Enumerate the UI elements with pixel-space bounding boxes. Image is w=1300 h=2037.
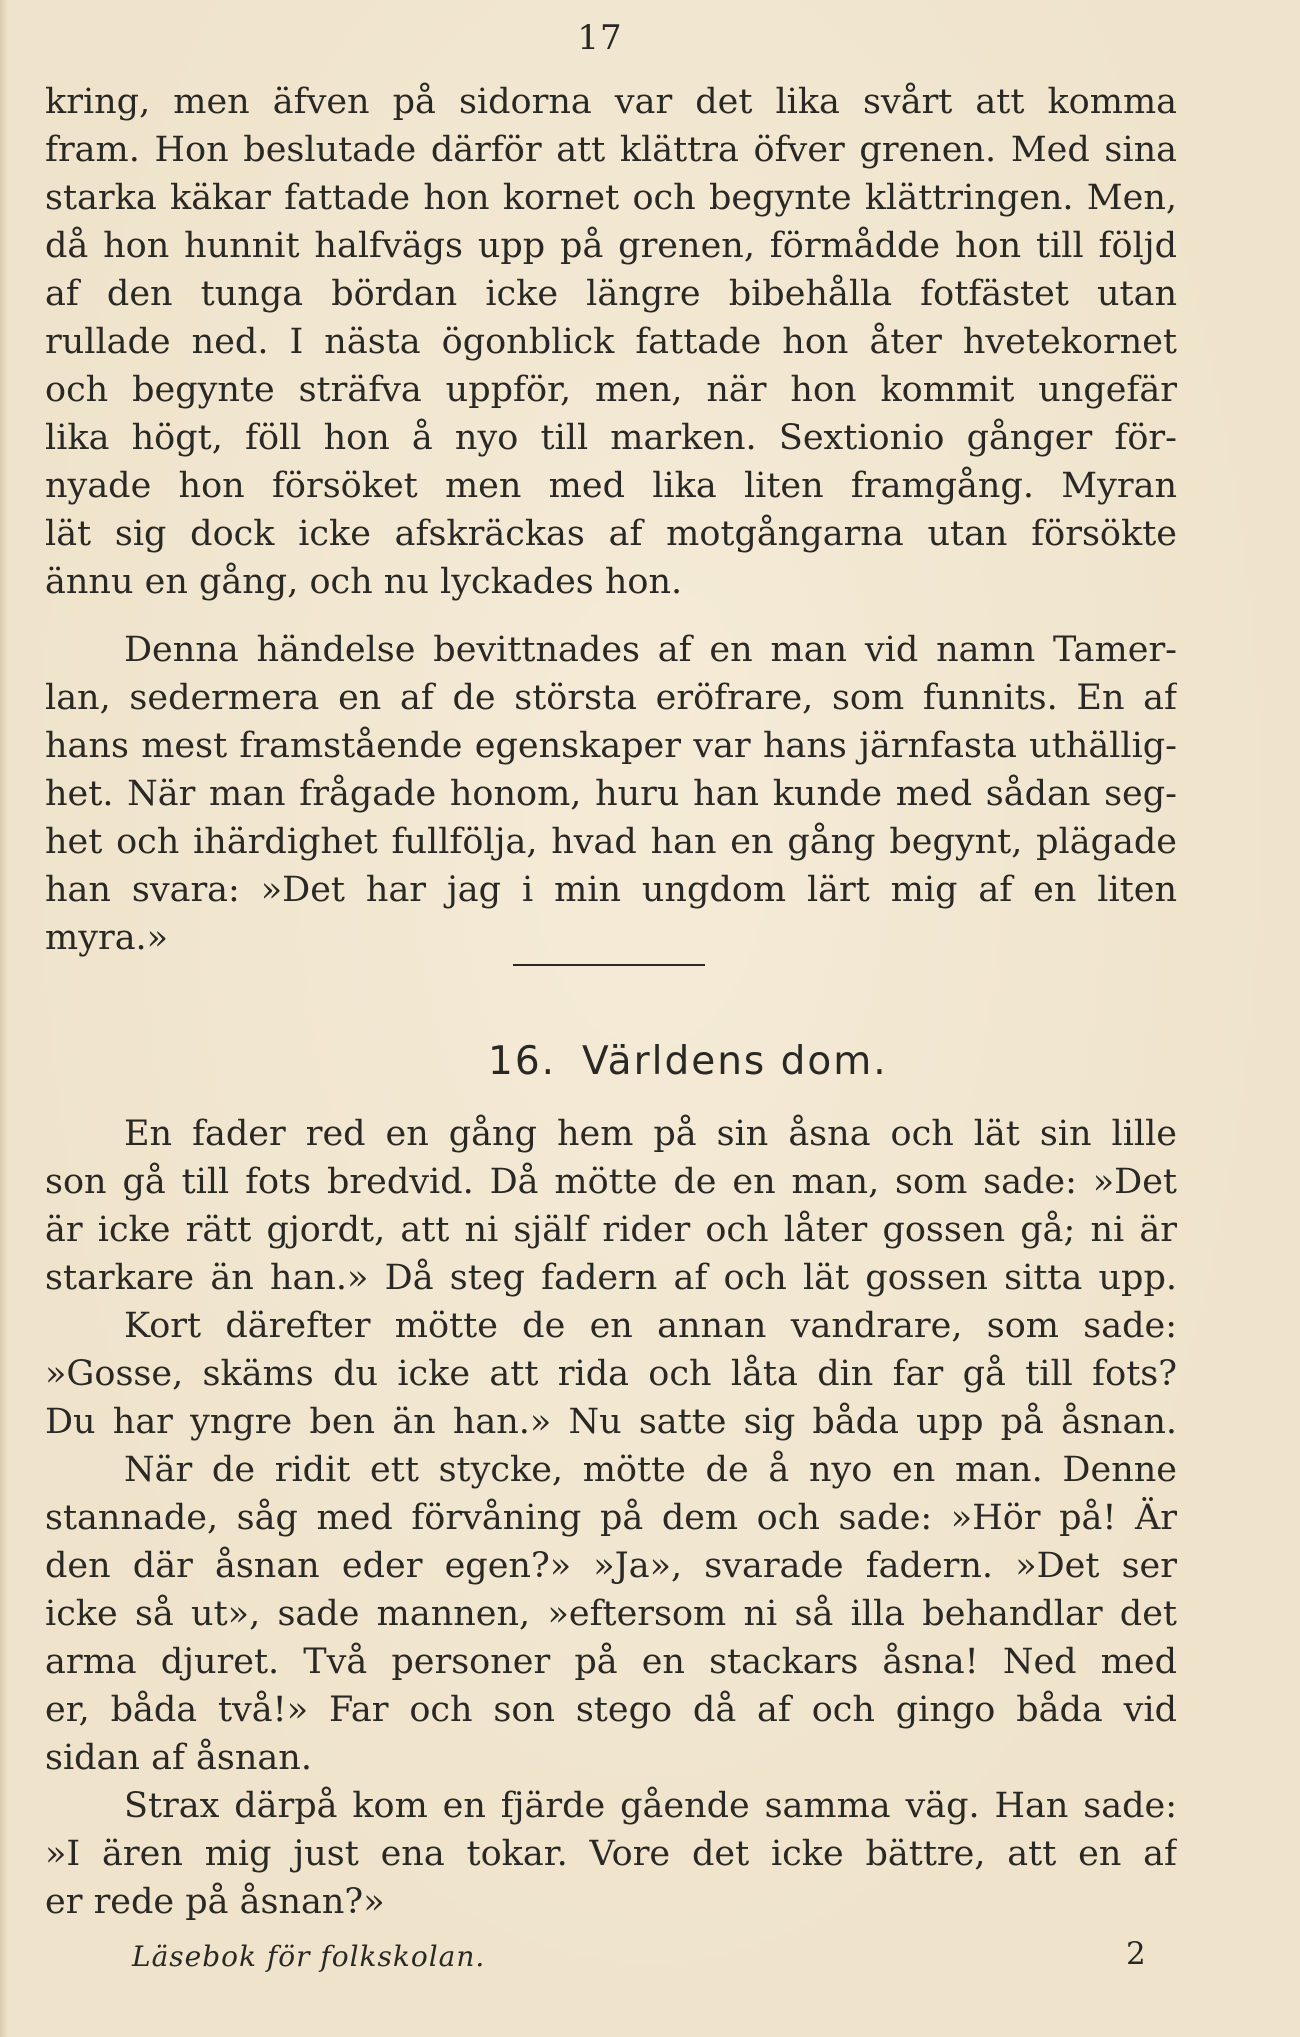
text-line: hans mest framstående egenskaper var hans järnfasta uthällig- (45, 726, 1177, 766)
section-number: 16. (488, 1039, 557, 1084)
section-heading (488, 1036, 888, 1088)
text-line: af den tunga bördan icke längre bibehålla fotfästet utan (45, 274, 1177, 314)
text-line: lan, sedermera en af de största eröfrare, som funnits. En af (45, 678, 1177, 718)
text-line: den där åsnan eder egen?» »Ja», svarade fadern. »Det ser (45, 1546, 1177, 1586)
text-line: lika högt, föll hon å nyo till marken. Sextionio gånger för- (45, 418, 1177, 458)
text-line: er, båda två!» Far och son stego då af och gingo båda vid (45, 1690, 1177, 1730)
text-line: Strax därpå kom en fjärde gående samma väg. Han sade: (124, 1786, 1177, 1826)
text-line: son gå till fots bredvid. Då mötte de en man, som sade: »Det (45, 1162, 1177, 1202)
text-line: Du har yngre ben än han.» Nu satte sig båda upp på åsnan. (45, 1402, 1177, 1442)
text-line: Denna händelse bevittnades af en man vid namn Tamer- (124, 630, 1177, 670)
text-line: het och ihärdighet fullfölja, hvad han en gång begynt, plägade (45, 822, 1177, 862)
text-line: då hon hunnit halfvägs upp på grenen, förmådde hon till följd (45, 226, 1177, 266)
footer-signature-mark: 2 (1126, 1936, 1146, 1972)
text-line: kring, men äfven på sidorna var det lika svårt att komma (45, 82, 1177, 122)
text-line: Kort därefter mötte de en annan vandrare, som sade: (124, 1306, 1177, 1346)
text-line: När de ridit ett stycke, mötte de å nyo en man. Denne (124, 1450, 1177, 1490)
text-line: rullade ned. I nästa ögonblick fattade hon åter hvetekornet (45, 322, 1177, 362)
text-line: stannade, såg med förvåning på dem och sade: »Hör på! Är (45, 1498, 1177, 1538)
text-line: fram. Hon beslutade därför att klättra öfver grenen. Med sina (45, 130, 1177, 170)
text-line: nyade hon försöket men med lika liten framgång. Myran (45, 466, 1177, 506)
text-line: het. När man frågade honom, huru han kunde med sådan seg- (45, 774, 1177, 814)
text-line: »Gosse, skäms du icke att rida och låta din far gå till fots? (45, 1354, 1177, 1394)
text-line: starkare än han.» Då steg fadern af och lät gossen sitta upp. (45, 1258, 1177, 1298)
section-title: Världens dom. (582, 1039, 888, 1084)
text-line: och begynte sträfva uppför, men, när hon kommit ungefär (45, 370, 1177, 410)
text-line: En fader red en gång hem på sin åsna och lät sin lille (124, 1114, 1177, 1154)
text-line: er rede på åsnan?» (45, 1882, 385, 1922)
text-line: är icke rätt gjordt, att ni själf rider och låter gossen gå; ni är (45, 1210, 1177, 1250)
text-line: myra.» (45, 918, 169, 958)
text-line: han svara: »Det har jag i min ungdom lärt mig af en liten (45, 870, 1177, 910)
text-line: icke så ut», sade mannen, »eftersom ni så illa behandlar det (45, 1594, 1177, 1634)
page-edge (0, 0, 8, 2037)
text-line: starka käkar fattade hon kornet och begynte klättringen. Men, (45, 178, 1177, 218)
section-divider (513, 964, 705, 966)
footer-book-title: Läsebok för folkskolan. (132, 1940, 486, 1973)
text-line: lät sig dock icke afskräckas af motgångarna utan försökte (45, 514, 1177, 554)
text-line: »I ären mig just ena tokar. Vore det icke bättre, att en af (45, 1834, 1177, 1874)
text-line: ännu en gång, och nu lyckades hon. (45, 562, 683, 602)
page-number: 17 (577, 18, 623, 58)
text-line: sidan af åsnan. (45, 1738, 312, 1778)
text-line: arma djuret. Två personer på en stackars åsna! Ned med (45, 1642, 1177, 1682)
